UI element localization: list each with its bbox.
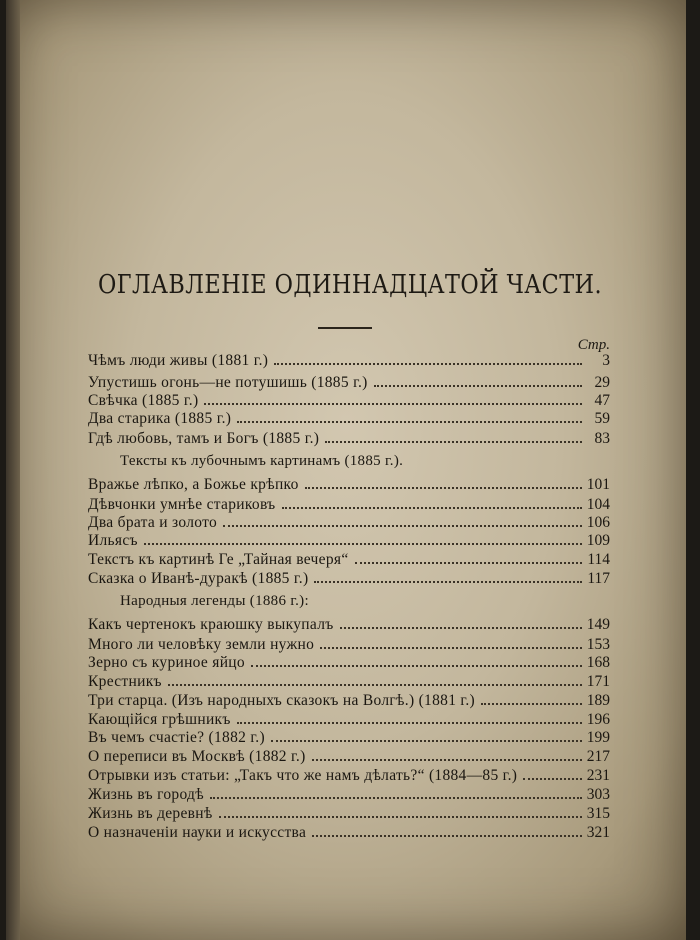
toc-entry-page: 47	[594, 392, 610, 409]
dot-leader	[144, 543, 582, 545]
toc-entry-page: 104	[586, 496, 610, 513]
toc-entry-title: Чѣмъ люди живы (1881 г.)	[88, 352, 269, 369]
toc-entry-page: 117	[587, 570, 610, 587]
toc-entry	[88, 551, 610, 571]
toc-entry-title: Отрывки изъ статьи: „Такъ что же намъ дѣлать?“ (1884—85 г.)	[88, 767, 518, 784]
toc-entry	[88, 636, 610, 656]
toc-entry-title: Много ли человѣку земли нужно	[88, 636, 315, 653]
toc-entry-title: Упустишь огонь—не потушишь (1885 г.)	[88, 374, 368, 391]
dot-leader	[374, 385, 582, 387]
dot-leader	[312, 835, 582, 837]
dot-leader	[271, 740, 582, 742]
toc-entry-page: 196	[586, 711, 610, 728]
toc-entry-title: Жизнь въ городѣ	[88, 786, 204, 803]
toc-entry-title: Два брата и золото	[88, 514, 218, 531]
toc-entry-page: 217	[586, 748, 610, 765]
dot-leader	[320, 647, 582, 649]
toc-entry	[88, 748, 610, 768]
section-heading: Тексты къ лубочнымъ картинамъ (1885 г.).	[120, 453, 404, 469]
toc-entry	[88, 673, 610, 693]
toc-entry	[88, 692, 610, 712]
toc-entry-page: 149	[586, 616, 610, 633]
toc-entry	[88, 410, 610, 430]
page-column-label: Стр.	[577, 337, 610, 353]
dot-leader	[282, 507, 583, 509]
toc-entry	[88, 616, 610, 636]
toc-entry-page: 303	[586, 786, 610, 803]
toc-entry-page: 109	[586, 532, 610, 549]
toc-entry-title: Свѣчка (1885 г.)	[88, 392, 199, 409]
dot-leader	[237, 722, 582, 724]
toc-entry-page: 168	[586, 654, 610, 671]
dot-leader	[219, 816, 582, 818]
toc-entry-page: 114	[587, 551, 610, 568]
toc-entry-title: Зерно съ куриное яйцо	[88, 654, 245, 671]
toc-entry-page: 189	[586, 692, 610, 709]
toc-entry-title: О переписи въ Москвѣ (1882 г.)	[88, 748, 306, 765]
dot-leader	[305, 487, 582, 489]
toc-entry-title: Крестникъ	[88, 673, 162, 690]
toc-entry	[88, 374, 610, 394]
toc-entry	[88, 532, 610, 552]
toc-entry-page: 231	[586, 767, 610, 784]
toc-entry-page: 171	[586, 673, 610, 690]
dot-leader	[340, 627, 582, 629]
toc-entry-title: Два старика (1885 г.)	[88, 410, 232, 427]
toc-entry-page: 29	[594, 374, 610, 391]
toc-entry-title: Какъ чертенокъ краюшку выкупалъ	[88, 616, 334, 633]
dot-leader	[237, 421, 582, 423]
toc-entry-page: 321	[586, 824, 610, 841]
dot-leader	[312, 759, 582, 761]
dot-leader	[325, 441, 582, 443]
toc-entry-title: Три старца. (Изъ народныхъ сказокъ на Волгѣ.) (1881 г.)	[88, 692, 475, 709]
dot-leader	[223, 525, 582, 527]
toc-entry	[88, 711, 610, 731]
dot-leader	[355, 562, 583, 564]
toc-entry-title: Вражье лѣпко, а Божье крѣпко	[88, 476, 299, 493]
toc-entry-page: 101	[586, 476, 610, 493]
toc-entry	[88, 767, 610, 787]
toc-entry-title: Текстъ къ картинѣ Ге „Тайная вечеря“	[88, 551, 349, 568]
page-title: ОГЛАВЛЕНІЕ ОДИННАДЦАТОЙ ЧАСТИ.	[97, 270, 603, 300]
dot-leader	[204, 403, 582, 405]
toc-entry	[88, 514, 610, 534]
toc-entry-page: 83	[594, 430, 610, 447]
dot-leader	[210, 797, 582, 799]
toc-entry-page: 106	[586, 514, 610, 531]
section-heading: Народныя легенды (1886 г.):	[120, 593, 309, 609]
toc-entry-page: 315	[586, 805, 610, 822]
dot-leader	[274, 363, 582, 365]
toc-entry-title: Жизнь въ деревнѣ	[88, 805, 213, 822]
dot-leader	[481, 703, 582, 705]
toc-entry-page: 153	[586, 636, 610, 653]
toc-entry	[88, 430, 610, 450]
toc-entry-page: 59	[594, 410, 610, 427]
dot-leader	[251, 665, 582, 667]
toc-entry	[88, 496, 610, 516]
toc-entry	[88, 392, 610, 412]
toc-entry	[88, 352, 610, 372]
toc-entry	[88, 824, 610, 844]
dot-leader	[314, 581, 582, 583]
toc-entry-title: Сказка о Иванѣ-дуракѣ (1885 г.)	[88, 570, 309, 587]
toc-entry	[88, 570, 610, 590]
toc-entry-title: О назначеніи науки и искусства	[88, 824, 307, 841]
toc-entry	[88, 476, 610, 496]
toc-entry-title: Ильясъ	[88, 532, 138, 549]
toc-entry-page: 3	[602, 352, 610, 369]
toc-entry-page: 199	[586, 729, 610, 746]
dot-leader	[523, 778, 582, 780]
toc-entry-title: Кающійся грѣшникъ	[88, 711, 231, 728]
dot-leader	[168, 684, 582, 686]
toc-entry-title: Гдѣ любовь, тамъ и Богъ (1885 г.)	[88, 430, 320, 447]
toc-entry	[88, 654, 610, 674]
toc-entry	[88, 729, 610, 749]
toc-entry-title: Въ чемъ счастіе? (1882 г.)	[88, 729, 265, 746]
toc-entry	[88, 786, 610, 806]
toc-entry	[88, 805, 610, 825]
toc-entry-title: Дѣвчонки умнѣе стариковъ	[88, 496, 276, 513]
